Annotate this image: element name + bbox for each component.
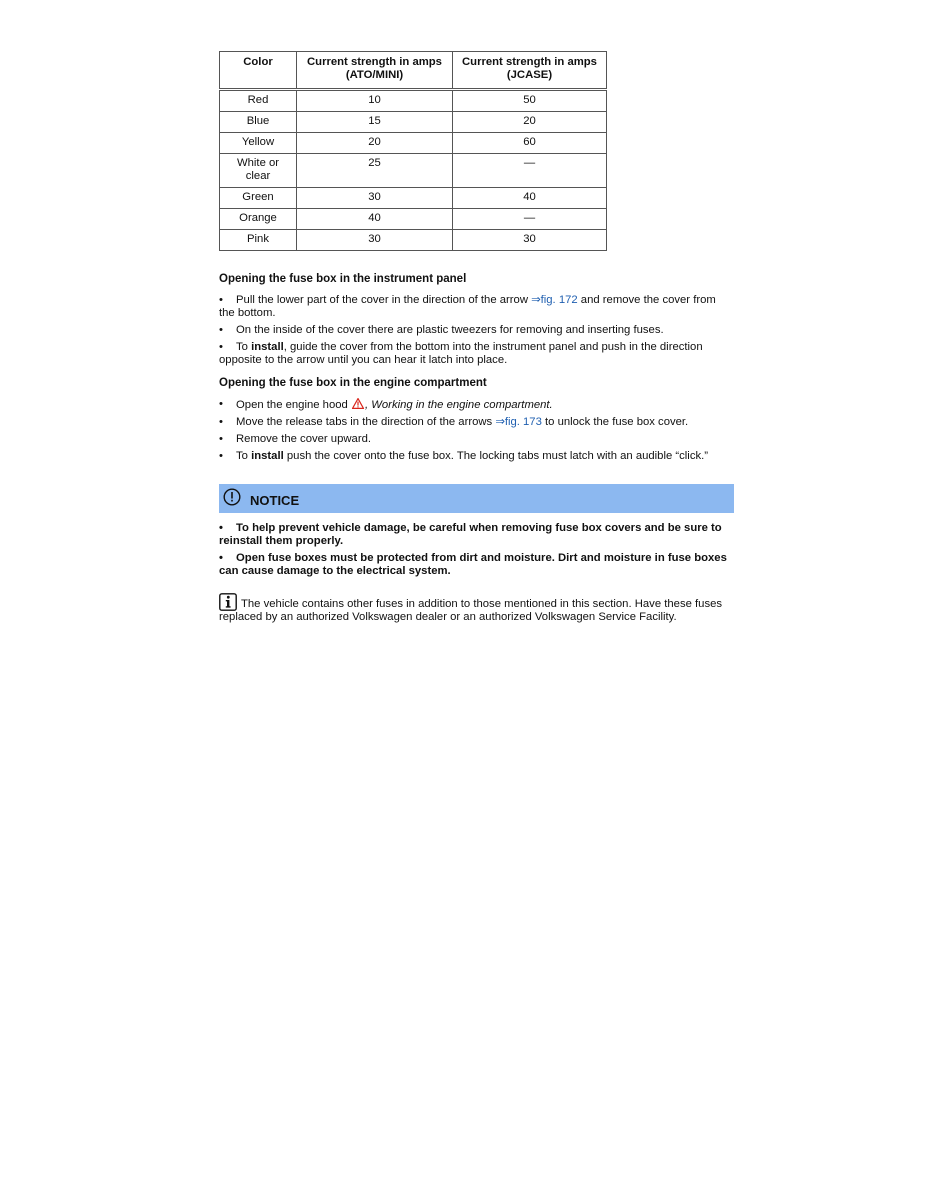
exclamation-circle-icon bbox=[223, 488, 241, 506]
cell-ato-mini: 20 bbox=[297, 133, 453, 154]
list-item: • Pull the lower part of the cover in the direction of the arrow ⇒fig. 172 and remove the cover from the bottom. bbox=[219, 294, 716, 319]
page-content bbox=[219, 51, 734, 624]
working-engine-compartment-link[interactable]: , Working in the engine compartment. bbox=[364, 399, 553, 411]
fig-173-link[interactable]: fig. 173 bbox=[504, 416, 542, 428]
cell-color: Orange bbox=[220, 209, 297, 230]
table-row bbox=[220, 133, 607, 154]
table-row bbox=[220, 230, 607, 251]
cell-ato-mini: 15 bbox=[297, 112, 453, 133]
cell-ato-mini: 40 bbox=[297, 209, 453, 230]
notice-list bbox=[219, 522, 734, 578]
instrument-panel-steps bbox=[219, 294, 734, 367]
cell-jcase: 20 bbox=[453, 112, 607, 133]
cell-jcase: 40 bbox=[453, 188, 607, 209]
list-item: • To install, guide the cover from the bottom into the instrument panel and push in the direction opposite to the arrow until you can hear it latch into place. bbox=[219, 341, 703, 366]
table-row bbox=[220, 188, 607, 209]
fuse-color-table bbox=[219, 51, 607, 251]
cell-jcase: 30 bbox=[453, 230, 607, 251]
cell-color: Green bbox=[220, 188, 297, 209]
list-item: • Open the engine hood , Working in the engine compartment. bbox=[219, 398, 553, 411]
section-heading: Opening the fuse box in the engine compartment bbox=[219, 377, 487, 389]
info-text: The vehicle contains other fuses in addition to those mentioned in this section. Have these fuses replaced by an authorized Volkswagen dealer or an authorized Volkswagen Service Facility. bbox=[219, 598, 723, 623]
header-color: Color bbox=[220, 52, 297, 90]
cell-jcase: — bbox=[453, 209, 607, 230]
warning-triangle-icon[interactable] bbox=[352, 398, 364, 409]
cell-color: White or clear bbox=[220, 154, 297, 188]
cell-color: Red bbox=[220, 90, 297, 112]
cell-color: Blue bbox=[220, 112, 297, 133]
cell-ato-mini: 30 bbox=[297, 188, 453, 209]
notice-label: NOTICE bbox=[250, 493, 300, 508]
engine-compartment-section bbox=[219, 376, 734, 463]
info-note bbox=[219, 593, 734, 624]
table-row bbox=[220, 209, 607, 230]
cell-color: Yellow bbox=[220, 133, 297, 154]
fig-172-link[interactable]: fig. 172 bbox=[540, 294, 578, 306]
cell-ato-mini: 30 bbox=[297, 230, 453, 251]
list-item: • To help prevent vehicle damage, be careful when removing fuse box covers and be sure to reinstall them properly. bbox=[219, 522, 722, 547]
list-item: • On the inside of the cover there are plastic tweezers for removing and inserting fuses. bbox=[219, 324, 664, 336]
list-item: • Remove the cover upward. bbox=[219, 433, 371, 445]
table-header-row bbox=[220, 52, 607, 90]
section-heading: Opening the fuse box in the instrument panel bbox=[219, 273, 467, 285]
notice-banner bbox=[219, 484, 734, 513]
cross-reference-arrow: ⇒ bbox=[495, 416, 505, 428]
cross-reference-arrow: ⇒ bbox=[531, 294, 541, 306]
table-row bbox=[220, 112, 607, 133]
cell-ato-mini: 25 bbox=[297, 154, 453, 188]
engine-compartment-steps bbox=[219, 398, 734, 463]
cell-ato-mini: 10 bbox=[297, 90, 453, 112]
list-item: • Move the release tabs in the direction of the arrows ⇒fig. 173 to unlock the fuse box cover. bbox=[219, 416, 689, 428]
list-item: • To install push the cover onto the fuse box. The locking tabs must latch with an audible “click.” bbox=[219, 450, 709, 462]
cell-jcase: — bbox=[453, 154, 607, 188]
cell-jcase: 50 bbox=[453, 90, 607, 112]
header-ato-mini: Current strength in amps (ATO/MINI) bbox=[297, 52, 453, 90]
cell-color: Pink bbox=[220, 230, 297, 251]
table-row bbox=[220, 90, 607, 112]
cell-jcase: 60 bbox=[453, 133, 607, 154]
table-row bbox=[220, 154, 607, 188]
header-jcase: Current strength in amps (JCASE) bbox=[453, 52, 607, 90]
info-icon bbox=[219, 593, 237, 611]
instrument-panel-section bbox=[219, 272, 734, 367]
list-item: • Open fuse boxes must be protected from dirt and moisture. Dirt and moisture in fuse boxes can cause damage to the electrical system. bbox=[219, 552, 727, 577]
